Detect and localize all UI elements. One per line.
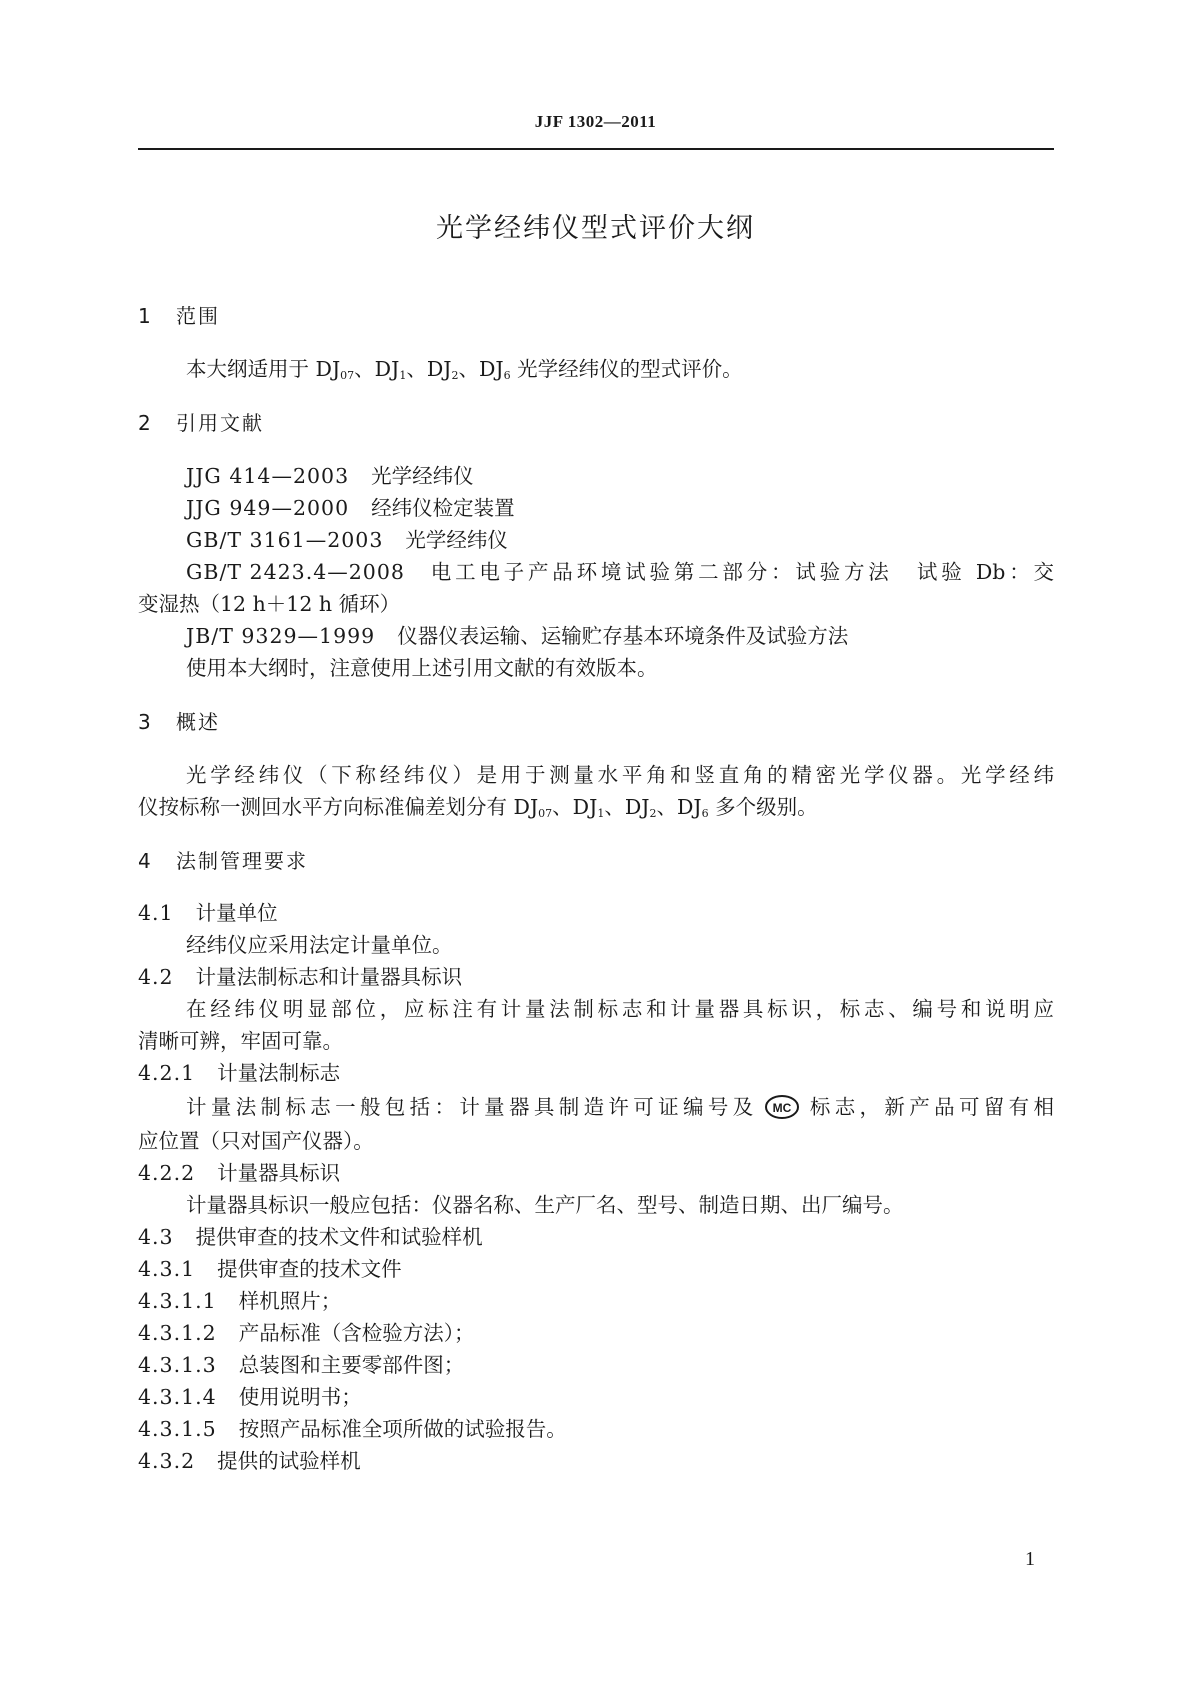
subsection-number: 4.3 (138, 1225, 174, 1249)
text-run: 计量法制标志一般包括：计量器具制造许可证编号及 (186, 1095, 758, 1119)
reference-name: 经纬仪检定装置 (371, 496, 515, 520)
text-run: 标志，新产品可留有相 (805, 1095, 1054, 1119)
section-1-paragraph (186, 356, 1054, 382)
subsection-number: 4.2 (138, 965, 174, 989)
list-item (138, 1288, 1054, 1314)
subsection-title: 计量法制标志和计量器具标识 (195, 965, 463, 989)
subscript: 2 (451, 369, 459, 382)
reference-item (186, 559, 1054, 585)
reference-item (186, 623, 1054, 649)
subsection-number: 4.2.2 (138, 1161, 196, 1185)
list-item (138, 1320, 1054, 1346)
subsection-number: 4.1 (138, 901, 174, 925)
subsection-title: 计量器具标识 (217, 1161, 341, 1185)
reference-note: 使用本大纲时，注意使用上述引用文献的有效版本。 (186, 656, 658, 680)
reference-code: JJG 949—2000 (186, 496, 350, 520)
section-number: 2 (138, 411, 151, 435)
item-text: 按照产品标准全项所做的试验报告。 (238, 1417, 567, 1441)
running-header: JJF 1302—2011 (534, 112, 657, 131)
item-text: 使用说明书； (238, 1385, 362, 1409)
text-run: 光学经纬仪的型式评价。 (510, 357, 743, 381)
reference-name: 光学经纬仪 (371, 464, 474, 488)
text-run: 、DJ (604, 795, 650, 819)
subscript: 6 (701, 807, 709, 820)
reference-code: GB/T 2423.4—2008 (186, 560, 405, 584)
section-title: 引用文献 (176, 411, 264, 435)
section-3-paragraph-line: 光学经纬仪（下称经纬仪）是用于测量水平角和竖直角的精密光学仪器。光学经纬 (186, 763, 1054, 787)
subsection-4-2-1-text-line (186, 1094, 1054, 1126)
subsection-4-2-heading (138, 964, 1054, 990)
section-title: 法制管理要求 (176, 849, 308, 873)
section-4-heading (138, 848, 1054, 874)
reference-name: 仪器仪表运输、运输贮存基本环境条件及试验方法 (397, 624, 849, 648)
item-number: 4.3.1.3 (138, 1353, 217, 1377)
subsection-title: 计量法制标志 (217, 1061, 341, 1085)
section-title: 概述 (176, 710, 220, 734)
list-item (138, 1352, 1054, 1378)
subscript: 6 (503, 369, 511, 382)
section-3-heading (138, 709, 1054, 735)
subsection-4-3-2-heading (138, 1448, 1054, 1474)
subsection-number: 4.3.1 (138, 1257, 196, 1281)
subsection-4-2-2-text: 计量器具标识一般应包括：仪器名称、生产厂名、型号、制造日期、出厂编号。 (186, 1193, 904, 1217)
subsection-4-2-text-line: 在经纬仪明显部位，应标注有计量法制标志和计量器具标识，标志、编号和说明应 (186, 997, 1054, 1021)
subsection-title: 提供审查的技术文件和试验样机 (195, 1225, 483, 1249)
item-text: 产品标准（含检验方法）； (238, 1321, 475, 1345)
section-3-paragraph-line (138, 794, 1054, 820)
subsection-4-3-heading (138, 1224, 1054, 1250)
item-text: 样机照片； (238, 1289, 342, 1313)
text-run: 、DJ (552, 795, 598, 819)
text-run: 、DJ (406, 357, 452, 381)
list-item (138, 1416, 1054, 1442)
mc-mark-icon (764, 1094, 800, 1126)
reference-name: 光学经纬仪 (405, 528, 508, 552)
text-run: 、DJ (458, 357, 504, 381)
subsection-title: 计量单位 (195, 901, 278, 925)
text-run: 多个级别。 (708, 795, 818, 819)
reference-item (186, 495, 1054, 521)
section-number: 1 (138, 304, 151, 328)
text-run: 、DJ (354, 357, 400, 381)
subscript: 07 (538, 807, 553, 820)
text-run: 、DJ (656, 795, 702, 819)
subsection-title: 提供的试验样机 (217, 1449, 361, 1473)
header-rule (138, 148, 1054, 150)
reference-name: 电工电子产品环境试验第二部分：试验方法 试验 Db：交 (426, 560, 1054, 584)
section-1-heading (138, 303, 1054, 329)
subsection-4-2-2-heading (138, 1160, 1054, 1186)
subsection-4-1-text: 经纬仪应采用法定计量单位。 (186, 933, 453, 957)
reference-item (186, 463, 1054, 489)
item-text: 总装图和主要零部件图； (238, 1353, 465, 1377)
item-number: 4.3.1.4 (138, 1385, 217, 1409)
text-run: 仪按标称一测回水平方向标准偏差划分有 DJ (138, 795, 539, 819)
section-2-heading (138, 410, 1054, 436)
text-run: 本大纲适用于 DJ (186, 357, 341, 381)
reference-code: JB/T 9329—1999 (186, 624, 376, 648)
section-title: 范围 (176, 304, 220, 328)
item-number: 4.3.1.5 (138, 1417, 217, 1441)
subscript: 07 (340, 369, 355, 382)
subsection-number: 4.2.1 (138, 1061, 196, 1085)
subscript: 1 (597, 807, 605, 820)
page-number: 1 (1025, 1548, 1035, 1570)
subscript: 1 (399, 369, 407, 382)
subsection-4-1-heading (138, 900, 1054, 926)
subsection-4-2-1-text-line: 应位置（只对国产仪器）。 (138, 1129, 374, 1153)
subsection-4-2-1-heading (138, 1060, 1054, 1086)
section-number: 3 (138, 710, 151, 734)
subsection-title: 提供审查的技术文件 (217, 1257, 402, 1281)
reference-item-continuation: 变湿热（12 h＋12 h 循环） (138, 592, 401, 616)
reference-code: GB/T 3161—2003 (186, 528, 384, 552)
reference-code: JJG 414—2003 (186, 464, 350, 488)
reference-item (186, 527, 1054, 553)
section-number: 4 (138, 849, 151, 873)
item-number: 4.3.1.2 (138, 1321, 217, 1345)
subsection-4-2-text-line: 清晰可辨，牢固可靠。 (138, 1029, 343, 1053)
svg-text:MC: MC (772, 1101, 791, 1115)
document-title: 光学经纬仪型式评价大纲 (436, 213, 755, 244)
subsection-4-3-1-heading (138, 1256, 1054, 1282)
item-number: 4.3.1.1 (138, 1289, 217, 1313)
subsection-number: 4.3.2 (138, 1449, 196, 1473)
list-item (138, 1384, 1054, 1410)
subscript: 2 (649, 807, 657, 820)
